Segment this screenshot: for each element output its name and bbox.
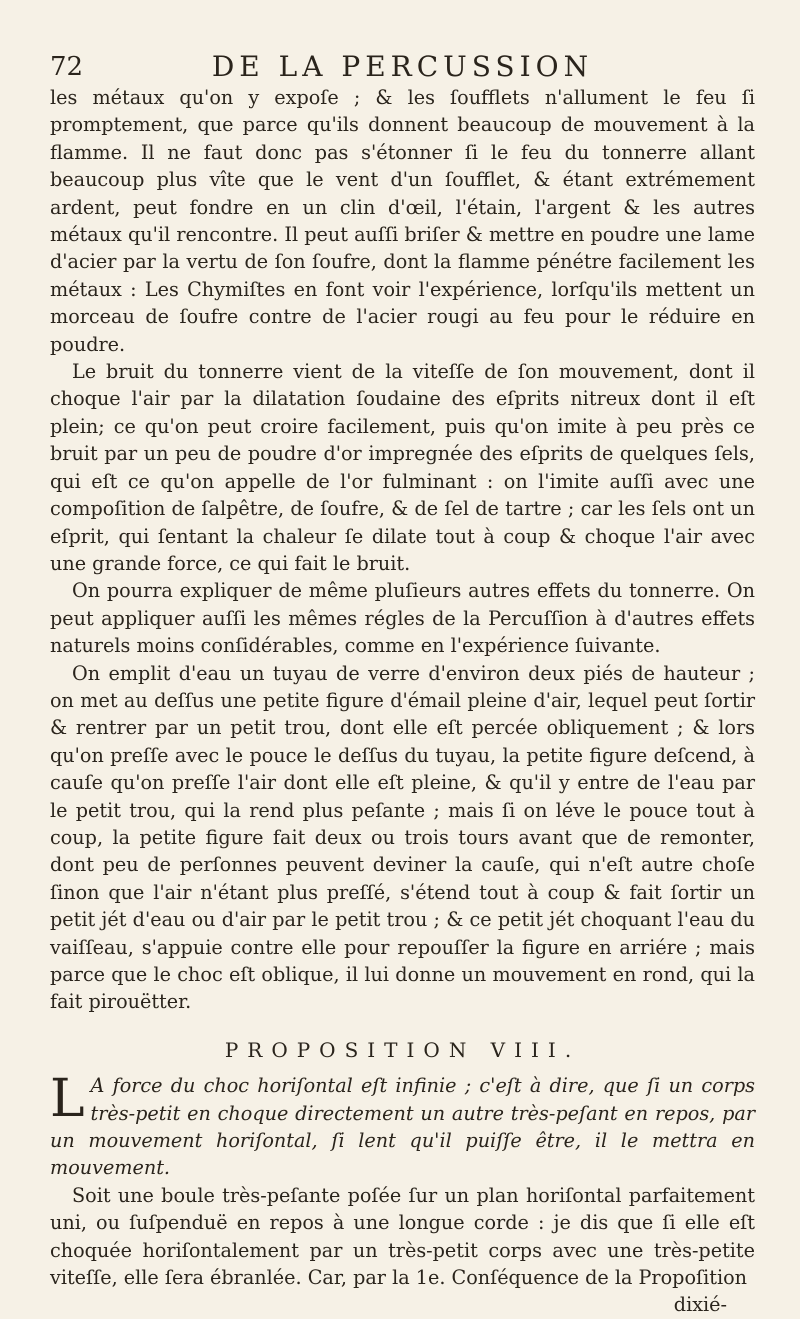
paragraph: Le bruit du tonnerre vient de la viteſſe de ſon mouvement, dont il choque l'air par la dilatation ſoudaine des eſprits nitreux dont il eſt plein; ce qu'on peut croire facilement, puis qu'on imite à peu près ce bruit par un peu de poudre d'or impregnée des eſprits de quelques ſels, qui eſt ce qu'on appelle de l'or fulminant : on l'imite auſſi avec une compoſition de ſalpêtre, de ſoufre, & de ſel de tartre ; car les ſels ont un eſprit, qui ſentant la chaleur ſe dilate tout à coup & choque l'air avec une grande force, ce qui fait le bruit. bbox=[50, 360, 755, 575]
running-title: DE LA PERCUSSION bbox=[211, 50, 594, 83]
catchword: dixié- bbox=[673, 1293, 727, 1317]
paragraph: On emplit d'eau un tuyau de verre d'environ deux piés de hauteur ; on met au deſſus une petite figure d'émail pleine d'air, lequel peut ſortir & rentrer par un petit trou, dont elle eſt percée obliquement ; & lors qu'on preſſe avec le pouce le deſſus du tuyau, la petite figure deſcend, à cauſe qu'on preſſe l'air dont elle eſt pleine, & qu'il y entre de l'eau par le petit trou, qui la rend plus peſante ; mais ſi on léve le pouce tout à coup, la petite figure fait deux ou trois tours avant que de remonter, dont peu de perſonnes peuvent deviner la cauſe, qui n'eſt autre choſe ſinon que l'air n'étant plus preſſé, s'étend tout à coup & fait ſortir un petit jét d'eau ou d'air par le petit trou ; & ce petit jét choquant l'eau du vaiſſeau, s'appuie contre elle pour repouſſer la figure en arriére ; mais parce que le choc eſt oblique, il lui donne un mouvement en rond, qui la fait pirouëtter. bbox=[50, 661, 755, 1014]
page-number: 72 bbox=[50, 52, 84, 82]
proposition-title: PROPOSITION VIII. bbox=[224, 1037, 581, 1062]
paragraph: On pourra expliquer de même pluſieurs autres effets du tonnerre. On peut appliquer auſſi les mêmes régles de la Percuſſion à d'autres effets naturels moins conſidérables, comme en l'expérience ſuivante. bbox=[50, 579, 755, 658]
proposition-enunciation bbox=[50, 1069, 755, 1182]
body-text bbox=[50, 84, 755, 1319]
paragraph: Soit une boule très-peſante poſée ſur un plan horiſontal parfaitement uni, ou ſuſpenduë en repos à une longue corde : je dis que ſi elle eſt choquée horiſontalement par un très-petit corps avec une très-petite viteſſe, elle ſera ébranlée. Car, par la 1e. Conſéquence de la Propoſition bbox=[50, 1183, 755, 1290]
enunciation-text: A force du choc horiſontal eſt infinie ; c'eſt à dire, que ſi un corps très-petit en choque directement un autre très-peſant en repos, par un mouvement horiſontal, ſi lent qu'il puiſſe être, il le mettra en mouvement. bbox=[50, 1074, 755, 1180]
drop-cap: L bbox=[50, 1069, 85, 1130]
paragraph: les métaux qu'on y expoſe ; & les ſoufflets n'allument le feu ſi promptement, que parce qu'ils donnent beaucoup de mouvement à la flamme. Il ne faut donc pas s'étonner ſi le feu du tonnerre allant beaucoup plus vîte que le vent d'un ſoufflet, & étant extrémement ardent, peut fondre en un clin d'œil, l'étain, l'argent & les autres métaux qu'il rencontre. Il peut auſſi briſer & mettre en poudre une lame d'acier par la vertu de ſon ſoufre, dont la flamme pénétre facilement les métaux : Les Chymiſtes en font voir l'expérience, lorſqu'ils mettent un morceau de ſoufre contre de l'acier rougi au feu pour le réduire en poudre. bbox=[50, 86, 755, 356]
